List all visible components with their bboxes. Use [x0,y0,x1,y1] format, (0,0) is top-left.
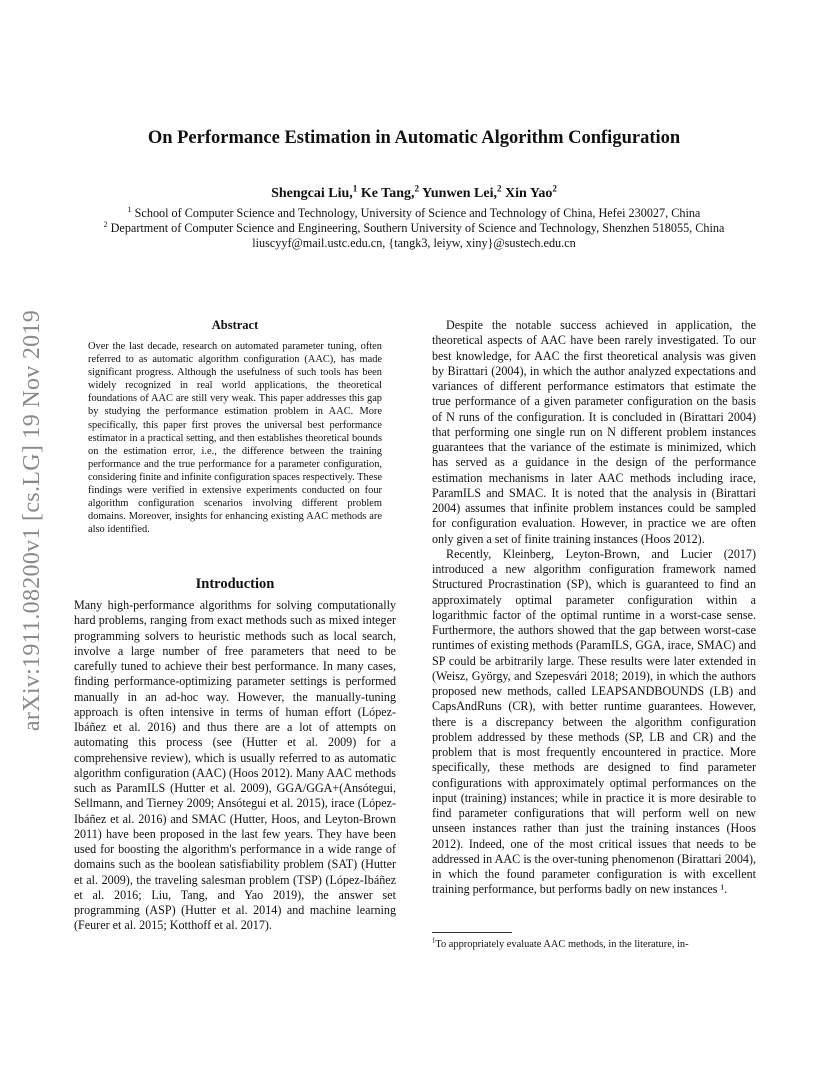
author-emails: liuscyyf@mail.ustc.edu.cn, {tangk3, leiyw, xiny}@sustech.edu.cn [252,236,576,250]
body-paragraph: Despite the notable success achieved in application, the theoretical aspects of AAC have been rarely investigated. To our best knowledge, for AAC the first theoretical analysis was given by Birattari (2004), in which the author analyzed expectations and variances of different performance estimators that estimate the true performance of a given parameter configuration on the basis of N runs of the configuration. It is concluded in (Birattari 2004) that performing one single run on N different problem instances guarantees that the variance of the estimate is minimized, which has served as a guidance in the design of the performance estimation mechanisms in later AAC methods including irace, ParamILS and SMAC. It is noted that the analysis in (Birattari 2004) assumes that infinite problem instances could be sampled for configuration evaluation. However, in practice we are often only given a set of finite training instances (Hoos 2012). [432,318,756,546]
author-list [80,183,748,202]
author-affil-mark: 2 [414,183,420,194]
arxiv-identifier: arXiv:1911.08200v1 [cs.LG] 19 Nov 2019 [19,309,46,731]
body-paragraph: Recently, Kleinberg, Leyton-Brown, and Lucier (2017) introduced a new algorithm configuration framework named Structured Procrastination (SP), which is guaranteed to find an approximately optimal parameter configuration within a logarithmic factor of the optimal runtime in a worst-case sense. Furthermore, the authors showed that the gap between worst-case runtimes of existing methods (ParamILS, GGA, irace, SMAC) and SP could be arbitrarily large. These results were later extended in (Weisz, György, and Szepesvári 2018; 2019), in which the authors proposed new methods, called LEAPSANDBOUNDS (LB) and CapsAndRuns (CR), with better runtime guarantees. However, there is a discrepancy between the algorithm configuration problem addressed by these methods (SP, LB and CR) and the problem that is most frequently encountered in practice. More specifically, these methods are designed to find parameter configurations with approximately optimal performances on the input (training) instances; while in practice it is more desirable to find parameter configurations that will perform well on new unseen instances rather than just the training instances (Hoos 2012). Indeed, one of the most critical issues that needs to be addressed in AAC is the over-tuning phenomenon (Birattari 2004), in which the found parameter configuration is with excellent training performance, but performs badly on new instances ¹. [432,546,756,897]
footnote-text: To appropriately evaluate AAC methods, in the literature, in- [435,939,689,950]
abstract-text: Over the last decade, research on automated parameter tuning, often referred to as automatic algorithm configuration (AAC), has made significant progress. Although the usefulness of such tools has been widely recognized in real world applications, the theoretical foundations of AAC are still very weak. This paper addresses this gap by studying the performance estimation problem in AAC. More specifically, this paper first proves the universal best performance estimator in a practical setting, and then establishes theoretical bounds on the estimation error, i.e., the difference between the training performance and the true performance for a parameter configuration, considering finite and infinite configuration spaces respectively. These findings were verified in extensive experiments conducted on four algorithm configuration scenarios involving different problem domains. Moreover, insights for enhancing existing AAC methods are also identified. [88,341,382,536]
affiliation-mark: 2 [103,219,108,229]
author-affil-mark: 2 [552,183,557,194]
author-affil-mark: 2 [497,183,502,194]
author-name: Ke Tang, [357,186,415,201]
paper-title: On Performance Estimation in Automatic Algorithm Configuration [147,128,681,148]
introduction-heading: Introduction [195,576,275,592]
footnote [432,938,756,951]
affiliation-1 [70,206,758,221]
author-name: Yunwen Lei, [419,186,497,201]
footnote-divider [432,932,512,933]
footnote-mark: 1 [432,937,436,945]
right-column-body [432,318,756,898]
introduction-body [74,598,396,934]
affiliation-text: School of Computer Science and Technology, University of Science and Technology of China, Hefei 230027, China [131,206,701,220]
arxiv-sidebar [6,280,60,760]
author-name: Shengcai Liu, [271,186,353,201]
introduction-paragraph: Many high-performance algorithms for solving computationally hard problems, ranging from exact methods such as mixed integer programming solvers to heuristic methods such as local search, involve a large number of free parameters that need to be carefully tuned to achieve their best performance. In many cases, finding performance-optimizing parameter settings is performed manually in an ad-hoc way. However, the manually-tuning approach is often intensive in terms of human effort (López-Ibáñez et al. 2016) and thus there are a lot of attempts on automating this process (see (Hutter et al. 2009) for a comprehensive review), which is usually referred to as automatic algorithm configuration (AAC) (Hoos 2012). Many AAC methods such as ParamILS (Hutter et al. 2009), GGA/GGA+(Ansótegui, Sellmann, and Tierney 2009; Ansótegui et al. 2015), irace (López-Ibáñez et al. 2016) and SMAC (Hutter, Hoos, and Leyton-Brown 2011) have been proposed in the last few years. They have been used for boosting the algorithm's performance in a wide range of domains such as the boolean satisfiability problem (SAT) (Hutter et al. 2009), the traveling salesman problem (TSP) (López-Ibáñez et al. 2016; Liu, Tang, and Yao 2019), the answer set programming (ASP) (Hutter et al. 2014) and machine learning (Feurer et al. 2015; Kotthoff et al. 2017). [74,598,396,933]
affiliation-2 [70,221,758,236]
affiliation-mark: 1 [127,204,132,214]
author-name: Xin Yao [501,186,553,201]
abstract-heading: Abstract [211,318,259,332]
author-affil-mark: 1 [352,183,358,194]
affiliation-text: Department of Computer Science and Engineering, Southern University of Science and Technology, Shenzhen 518055, China [107,221,725,235]
